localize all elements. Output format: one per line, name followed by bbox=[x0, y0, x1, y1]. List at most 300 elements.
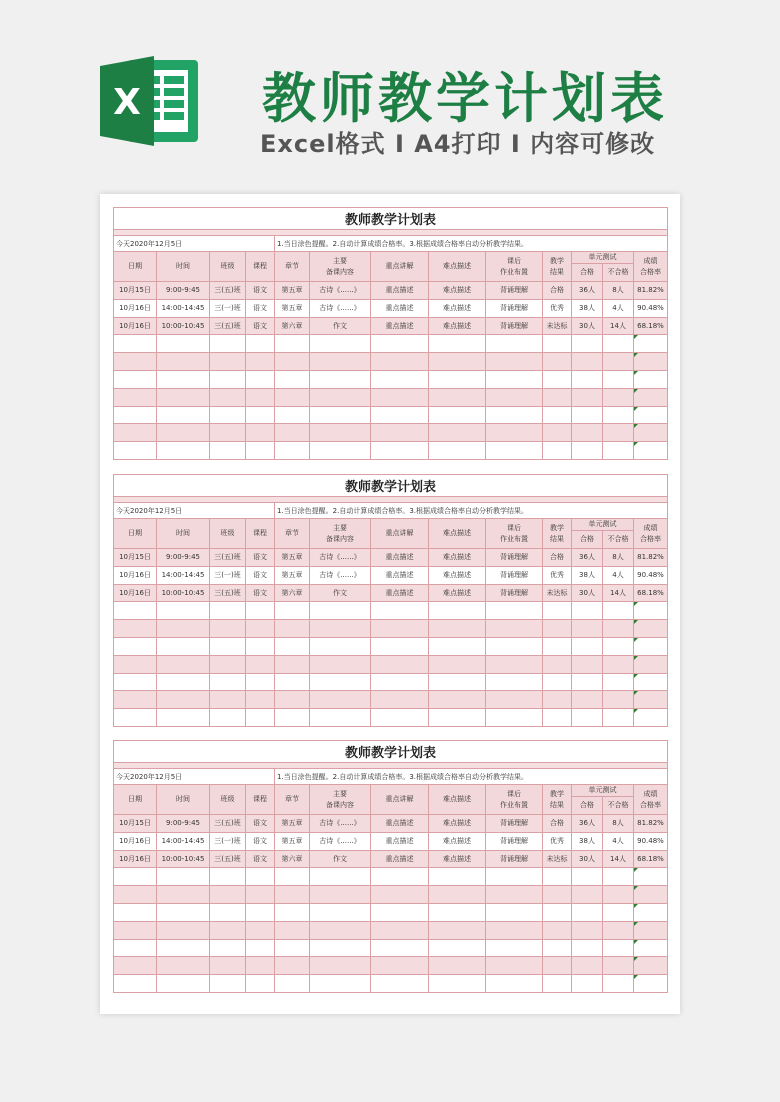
table-cell[interactable]: 第五章 bbox=[275, 566, 310, 584]
empty-cell[interactable] bbox=[114, 602, 157, 620]
empty-cell[interactable] bbox=[603, 673, 634, 691]
table-cell[interactable]: 81.82% bbox=[634, 549, 668, 567]
empty-cell[interactable] bbox=[275, 673, 310, 691]
table-cell[interactable]: 难点描述 bbox=[429, 850, 486, 868]
empty-cell[interactable] bbox=[157, 921, 210, 939]
empty-cell[interactable] bbox=[486, 655, 543, 673]
table-cell[interactable]: 古诗《......》 bbox=[310, 282, 371, 300]
empty-cell[interactable] bbox=[157, 709, 210, 727]
empty-cell[interactable] bbox=[157, 673, 210, 691]
empty-cell[interactable] bbox=[634, 957, 668, 975]
empty-cell[interactable] bbox=[634, 886, 668, 904]
table-cell[interactable]: 难点描述 bbox=[429, 566, 486, 584]
empty-cell[interactable] bbox=[371, 602, 429, 620]
table-cell[interactable]: 语文 bbox=[246, 282, 275, 300]
table-cell[interactable]: 10月16日 bbox=[114, 299, 157, 317]
table-cell[interactable]: 难点描述 bbox=[429, 549, 486, 567]
empty-cell[interactable] bbox=[603, 637, 634, 655]
empty-cell[interactable] bbox=[210, 903, 246, 921]
empty-cell[interactable] bbox=[310, 691, 371, 709]
table-cell[interactable]: 背诵理解 bbox=[486, 832, 543, 850]
table-cell[interactable]: 68.18% bbox=[634, 317, 668, 335]
empty-cell[interactable] bbox=[114, 424, 157, 442]
empty-cell[interactable] bbox=[310, 709, 371, 727]
empty-cell[interactable] bbox=[429, 388, 486, 406]
empty-cell[interactable] bbox=[429, 406, 486, 424]
empty-cell[interactable] bbox=[429, 921, 486, 939]
empty-cell[interactable] bbox=[246, 957, 275, 975]
table-cell[interactable]: 90.48% bbox=[634, 832, 668, 850]
empty-cell[interactable] bbox=[429, 620, 486, 638]
table-cell[interactable]: 10月16日 bbox=[114, 850, 157, 868]
table-cell[interactable]: 重点描述 bbox=[371, 832, 429, 850]
empty-cell[interactable] bbox=[114, 335, 157, 353]
empty-cell[interactable] bbox=[371, 903, 429, 921]
table-cell[interactable]: 38人 bbox=[572, 832, 603, 850]
empty-cell[interactable] bbox=[246, 655, 275, 673]
table-cell[interactable]: 三(五)班 bbox=[210, 549, 246, 567]
empty-cell[interactable] bbox=[603, 655, 634, 673]
empty-cell[interactable] bbox=[371, 620, 429, 638]
table-cell[interactable]: 8人 bbox=[603, 815, 634, 833]
table-cell[interactable]: 难点描述 bbox=[429, 299, 486, 317]
table-cell[interactable]: 未达标 bbox=[543, 850, 572, 868]
empty-cell[interactable] bbox=[603, 406, 634, 424]
empty-cell[interactable] bbox=[429, 903, 486, 921]
empty-cell[interactable] bbox=[246, 921, 275, 939]
empty-cell[interactable] bbox=[543, 921, 572, 939]
empty-cell[interactable] bbox=[210, 388, 246, 406]
empty-cell[interactable] bbox=[246, 691, 275, 709]
table-cell[interactable]: 重点描述 bbox=[371, 282, 429, 300]
empty-cell[interactable] bbox=[429, 868, 486, 886]
empty-cell[interactable] bbox=[543, 637, 572, 655]
empty-cell[interactable] bbox=[275, 424, 310, 442]
empty-cell[interactable] bbox=[210, 868, 246, 886]
empty-cell[interactable] bbox=[543, 620, 572, 638]
table-cell[interactable]: 14:00-14:45 bbox=[157, 566, 210, 584]
table-cell[interactable]: 三(一)班 bbox=[210, 832, 246, 850]
table-cell[interactable]: 语文 bbox=[246, 850, 275, 868]
table-cell[interactable]: 90.48% bbox=[634, 299, 668, 317]
empty-cell[interactable] bbox=[543, 424, 572, 442]
table-cell[interactable]: 第五章 bbox=[275, 549, 310, 567]
empty-cell[interactable] bbox=[246, 602, 275, 620]
empty-cell[interactable] bbox=[429, 602, 486, 620]
empty-cell[interactable] bbox=[486, 868, 543, 886]
table-cell[interactable]: 难点描述 bbox=[429, 282, 486, 300]
empty-cell[interactable] bbox=[157, 388, 210, 406]
empty-cell[interactable] bbox=[157, 868, 210, 886]
empty-cell[interactable] bbox=[310, 655, 371, 673]
table-cell[interactable]: 10:00-10:45 bbox=[157, 317, 210, 335]
table-cell[interactable]: 背诵理解 bbox=[486, 282, 543, 300]
empty-cell[interactable] bbox=[275, 975, 310, 993]
empty-cell[interactable] bbox=[210, 406, 246, 424]
empty-cell[interactable] bbox=[157, 691, 210, 709]
table-cell[interactable]: 古诗《......》 bbox=[310, 299, 371, 317]
instructions-note[interactable]: 1.当日涂色提醒。2.自动计算成绩合格率。3.根据成绩合格率自动分析教学结果。 bbox=[275, 769, 668, 785]
table-cell[interactable]: 重点描述 bbox=[371, 549, 429, 567]
empty-cell[interactable] bbox=[486, 442, 543, 460]
table-cell[interactable]: 9:00-9:45 bbox=[157, 815, 210, 833]
empty-cell[interactable] bbox=[210, 620, 246, 638]
empty-cell[interactable] bbox=[275, 886, 310, 904]
empty-cell[interactable] bbox=[210, 957, 246, 975]
empty-cell[interactable] bbox=[572, 903, 603, 921]
empty-cell[interactable] bbox=[114, 370, 157, 388]
empty-cell[interactable] bbox=[543, 709, 572, 727]
empty-cell[interactable] bbox=[572, 620, 603, 638]
empty-cell[interactable] bbox=[210, 655, 246, 673]
empty-cell[interactable] bbox=[572, 335, 603, 353]
empty-cell[interactable] bbox=[371, 673, 429, 691]
empty-cell[interactable] bbox=[246, 709, 275, 727]
empty-cell[interactable] bbox=[603, 602, 634, 620]
table-cell[interactable]: 三(五)班 bbox=[210, 317, 246, 335]
empty-cell[interactable] bbox=[634, 335, 668, 353]
empty-cell[interactable] bbox=[310, 442, 371, 460]
empty-cell[interactable] bbox=[486, 637, 543, 655]
empty-cell[interactable] bbox=[157, 353, 210, 371]
empty-cell[interactable] bbox=[114, 921, 157, 939]
table-cell[interactable]: 68.18% bbox=[634, 850, 668, 868]
empty-cell[interactable] bbox=[603, 886, 634, 904]
table-cell[interactable]: 4人 bbox=[603, 299, 634, 317]
empty-cell[interactable] bbox=[486, 886, 543, 904]
empty-cell[interactable] bbox=[572, 868, 603, 886]
table-cell[interactable]: 9:00-9:45 bbox=[157, 549, 210, 567]
table-cell[interactable]: 合格 bbox=[543, 815, 572, 833]
empty-cell[interactable] bbox=[634, 975, 668, 993]
empty-cell[interactable] bbox=[371, 388, 429, 406]
empty-cell[interactable] bbox=[543, 673, 572, 691]
table-cell[interactable]: 语文 bbox=[246, 815, 275, 833]
table-cell[interactable]: 重点描述 bbox=[371, 815, 429, 833]
empty-cell[interactable] bbox=[114, 886, 157, 904]
table-cell[interactable]: 作文 bbox=[310, 584, 371, 602]
empty-cell[interactable] bbox=[572, 655, 603, 673]
empty-cell[interactable] bbox=[157, 655, 210, 673]
empty-cell[interactable] bbox=[486, 709, 543, 727]
empty-cell[interactable] bbox=[157, 620, 210, 638]
empty-cell[interactable] bbox=[486, 620, 543, 638]
empty-cell[interactable] bbox=[246, 975, 275, 993]
empty-cell[interactable] bbox=[310, 673, 371, 691]
empty-cell[interactable] bbox=[429, 691, 486, 709]
empty-cell[interactable] bbox=[572, 424, 603, 442]
empty-cell[interactable] bbox=[429, 886, 486, 904]
empty-cell[interactable] bbox=[310, 921, 371, 939]
table-cell[interactable]: 90.48% bbox=[634, 566, 668, 584]
table-cell[interactable]: 背诵理解 bbox=[486, 815, 543, 833]
empty-cell[interactable] bbox=[310, 406, 371, 424]
empty-cell[interactable] bbox=[572, 673, 603, 691]
empty-cell[interactable] bbox=[543, 975, 572, 993]
table-cell[interactable]: 三(五)班 bbox=[210, 584, 246, 602]
empty-cell[interactable] bbox=[246, 442, 275, 460]
empty-cell[interactable] bbox=[157, 602, 210, 620]
table-cell[interactable]: 36人 bbox=[572, 549, 603, 567]
table-cell[interactable]: 未达标 bbox=[543, 317, 572, 335]
empty-cell[interactable] bbox=[310, 388, 371, 406]
table-cell[interactable]: 背诵理解 bbox=[486, 566, 543, 584]
empty-cell[interactable] bbox=[157, 424, 210, 442]
empty-cell[interactable] bbox=[429, 370, 486, 388]
empty-cell[interactable] bbox=[572, 370, 603, 388]
table-cell[interactable]: 第五章 bbox=[275, 832, 310, 850]
empty-cell[interactable] bbox=[275, 602, 310, 620]
empty-cell[interactable] bbox=[210, 353, 246, 371]
empty-cell[interactable] bbox=[210, 370, 246, 388]
empty-cell[interactable] bbox=[246, 406, 275, 424]
empty-cell[interactable] bbox=[634, 903, 668, 921]
empty-cell[interactable] bbox=[572, 691, 603, 709]
empty-cell[interactable] bbox=[210, 939, 246, 957]
empty-cell[interactable] bbox=[429, 673, 486, 691]
empty-cell[interactable] bbox=[543, 406, 572, 424]
table-cell[interactable]: 优秀 bbox=[543, 566, 572, 584]
empty-cell[interactable] bbox=[572, 353, 603, 371]
table-cell[interactable]: 重点描述 bbox=[371, 299, 429, 317]
table-cell[interactable]: 作文 bbox=[310, 317, 371, 335]
table-cell[interactable]: 重点描述 bbox=[371, 566, 429, 584]
empty-cell[interactable] bbox=[371, 424, 429, 442]
table-cell[interactable]: 4人 bbox=[603, 832, 634, 850]
empty-cell[interactable] bbox=[572, 939, 603, 957]
empty-cell[interactable] bbox=[371, 353, 429, 371]
table-cell[interactable]: 古诗《......》 bbox=[310, 815, 371, 833]
table-cell[interactable]: 三(一)班 bbox=[210, 566, 246, 584]
empty-cell[interactable] bbox=[310, 335, 371, 353]
table-cell[interactable]: 语文 bbox=[246, 299, 275, 317]
empty-cell[interactable] bbox=[543, 939, 572, 957]
empty-cell[interactable] bbox=[572, 637, 603, 655]
empty-cell[interactable] bbox=[429, 442, 486, 460]
empty-cell[interactable] bbox=[275, 921, 310, 939]
table-cell[interactable]: 81.82% bbox=[634, 282, 668, 300]
empty-cell[interactable] bbox=[371, 406, 429, 424]
table-cell[interactable]: 语文 bbox=[246, 584, 275, 602]
table-cell[interactable]: 10月15日 bbox=[114, 549, 157, 567]
empty-cell[interactable] bbox=[275, 903, 310, 921]
instructions-note[interactable]: 1.当日涂色提醒。2.自动计算成绩合格率。3.根据成绩合格率自动分析教学结果。 bbox=[275, 503, 668, 519]
table-cell[interactable]: 10月16日 bbox=[114, 317, 157, 335]
empty-cell[interactable] bbox=[371, 921, 429, 939]
empty-cell[interactable] bbox=[371, 957, 429, 975]
table-cell[interactable]: 重点描述 bbox=[371, 850, 429, 868]
empty-cell[interactable] bbox=[634, 620, 668, 638]
empty-cell[interactable] bbox=[210, 335, 246, 353]
empty-cell[interactable] bbox=[371, 868, 429, 886]
empty-cell[interactable] bbox=[371, 370, 429, 388]
table-cell[interactable]: 背诵理解 bbox=[486, 549, 543, 567]
table-cell[interactable]: 背诵理解 bbox=[486, 584, 543, 602]
empty-cell[interactable] bbox=[603, 424, 634, 442]
empty-cell[interactable] bbox=[371, 886, 429, 904]
empty-cell[interactable] bbox=[114, 442, 157, 460]
empty-cell[interactable] bbox=[429, 335, 486, 353]
empty-cell[interactable] bbox=[603, 868, 634, 886]
table-cell[interactable]: 38人 bbox=[572, 299, 603, 317]
empty-cell[interactable] bbox=[486, 691, 543, 709]
empty-cell[interactable] bbox=[543, 335, 572, 353]
empty-cell[interactable] bbox=[246, 424, 275, 442]
empty-cell[interactable] bbox=[634, 691, 668, 709]
empty-cell[interactable] bbox=[486, 673, 543, 691]
table-cell[interactable]: 语文 bbox=[246, 317, 275, 335]
empty-cell[interactable] bbox=[157, 939, 210, 957]
empty-cell[interactable] bbox=[634, 637, 668, 655]
empty-cell[interactable] bbox=[310, 637, 371, 655]
table-cell[interactable]: 8人 bbox=[603, 549, 634, 567]
table-cell[interactable]: 81.82% bbox=[634, 815, 668, 833]
table-cell[interactable]: 三(五)班 bbox=[210, 815, 246, 833]
empty-cell[interactable] bbox=[246, 886, 275, 904]
empty-cell[interactable] bbox=[634, 388, 668, 406]
empty-cell[interactable] bbox=[246, 370, 275, 388]
empty-cell[interactable] bbox=[310, 602, 371, 620]
empty-cell[interactable] bbox=[210, 673, 246, 691]
empty-cell[interactable] bbox=[543, 655, 572, 673]
empty-cell[interactable] bbox=[310, 975, 371, 993]
table-cell[interactable]: 30人 bbox=[572, 850, 603, 868]
empty-cell[interactable] bbox=[310, 620, 371, 638]
empty-cell[interactable] bbox=[572, 388, 603, 406]
table-cell[interactable]: 10月16日 bbox=[114, 566, 157, 584]
table-cell[interactable]: 古诗《......》 bbox=[310, 566, 371, 584]
empty-cell[interactable] bbox=[634, 370, 668, 388]
table-cell[interactable]: 古诗《......》 bbox=[310, 549, 371, 567]
empty-cell[interactable] bbox=[572, 709, 603, 727]
empty-cell[interactable] bbox=[246, 335, 275, 353]
table-cell[interactable]: 14人 bbox=[603, 317, 634, 335]
table-cell[interactable]: 三(五)班 bbox=[210, 850, 246, 868]
empty-cell[interactable] bbox=[543, 886, 572, 904]
table-cell[interactable]: 合格 bbox=[543, 549, 572, 567]
table-cell[interactable]: 优秀 bbox=[543, 299, 572, 317]
empty-cell[interactable] bbox=[246, 388, 275, 406]
empty-cell[interactable] bbox=[543, 691, 572, 709]
empty-cell[interactable] bbox=[371, 709, 429, 727]
empty-cell[interactable] bbox=[114, 868, 157, 886]
empty-cell[interactable] bbox=[114, 939, 157, 957]
empty-cell[interactable] bbox=[310, 424, 371, 442]
empty-cell[interactable] bbox=[275, 637, 310, 655]
table-cell[interactable]: 68.18% bbox=[634, 584, 668, 602]
table-cell[interactable]: 14人 bbox=[603, 850, 634, 868]
table-cell[interactable]: 14人 bbox=[603, 584, 634, 602]
table-cell[interactable]: 8人 bbox=[603, 282, 634, 300]
empty-cell[interactable] bbox=[275, 406, 310, 424]
empty-cell[interactable] bbox=[157, 637, 210, 655]
empty-cell[interactable] bbox=[310, 886, 371, 904]
empty-cell[interactable] bbox=[210, 921, 246, 939]
empty-cell[interactable] bbox=[246, 637, 275, 655]
empty-cell[interactable] bbox=[371, 637, 429, 655]
table-cell[interactable]: 4人 bbox=[603, 566, 634, 584]
empty-cell[interactable] bbox=[310, 903, 371, 921]
empty-cell[interactable] bbox=[572, 957, 603, 975]
table-cell[interactable]: 难点描述 bbox=[429, 584, 486, 602]
date-note[interactable]: 今天2020年12月5日 bbox=[114, 503, 275, 519]
empty-cell[interactable] bbox=[246, 620, 275, 638]
table-cell[interactable]: 语文 bbox=[246, 832, 275, 850]
table-cell[interactable]: 难点描述 bbox=[429, 317, 486, 335]
empty-cell[interactable] bbox=[114, 655, 157, 673]
table-cell[interactable]: 语文 bbox=[246, 566, 275, 584]
empty-cell[interactable] bbox=[634, 939, 668, 957]
empty-cell[interactable] bbox=[486, 335, 543, 353]
table-cell[interactable]: 第五章 bbox=[275, 299, 310, 317]
empty-cell[interactable] bbox=[429, 957, 486, 975]
empty-cell[interactable] bbox=[603, 370, 634, 388]
empty-cell[interactable] bbox=[634, 709, 668, 727]
empty-cell[interactable] bbox=[486, 957, 543, 975]
empty-cell[interactable] bbox=[603, 709, 634, 727]
empty-cell[interactable] bbox=[157, 442, 210, 460]
empty-cell[interactable] bbox=[275, 620, 310, 638]
table-cell[interactable]: 作文 bbox=[310, 850, 371, 868]
empty-cell[interactable] bbox=[429, 939, 486, 957]
empty-cell[interactable] bbox=[157, 975, 210, 993]
empty-cell[interactable] bbox=[429, 353, 486, 371]
empty-cell[interactable] bbox=[429, 975, 486, 993]
table-cell[interactable]: 背诵理解 bbox=[486, 317, 543, 335]
empty-cell[interactable] bbox=[157, 903, 210, 921]
empty-cell[interactable] bbox=[114, 353, 157, 371]
table-cell[interactable]: 10月15日 bbox=[114, 815, 157, 833]
empty-cell[interactable] bbox=[603, 620, 634, 638]
empty-cell[interactable] bbox=[157, 406, 210, 424]
table-cell[interactable]: 30人 bbox=[572, 584, 603, 602]
empty-cell[interactable] bbox=[543, 388, 572, 406]
empty-cell[interactable] bbox=[210, 424, 246, 442]
empty-cell[interactable] bbox=[246, 868, 275, 886]
empty-cell[interactable] bbox=[634, 868, 668, 886]
empty-cell[interactable] bbox=[114, 406, 157, 424]
table-cell[interactable]: 第六章 bbox=[275, 317, 310, 335]
table-cell[interactable]: 9:00-9:45 bbox=[157, 282, 210, 300]
empty-cell[interactable] bbox=[634, 424, 668, 442]
table-cell[interactable]: 10月16日 bbox=[114, 832, 157, 850]
empty-cell[interactable] bbox=[603, 691, 634, 709]
empty-cell[interactable] bbox=[486, 903, 543, 921]
empty-cell[interactable] bbox=[486, 602, 543, 620]
empty-cell[interactable] bbox=[275, 388, 310, 406]
table-cell[interactable]: 未达标 bbox=[543, 584, 572, 602]
empty-cell[interactable] bbox=[429, 637, 486, 655]
empty-cell[interactable] bbox=[572, 442, 603, 460]
empty-cell[interactable] bbox=[603, 921, 634, 939]
table-cell[interactable]: 第五章 bbox=[275, 815, 310, 833]
empty-cell[interactable] bbox=[157, 957, 210, 975]
empty-cell[interactable] bbox=[634, 406, 668, 424]
empty-cell[interactable] bbox=[246, 353, 275, 371]
table-cell[interactable]: 10月16日 bbox=[114, 584, 157, 602]
empty-cell[interactable] bbox=[603, 353, 634, 371]
empty-cell[interactable] bbox=[210, 709, 246, 727]
empty-cell[interactable] bbox=[275, 709, 310, 727]
empty-cell[interactable] bbox=[310, 353, 371, 371]
table-cell[interactable]: 14:00-14:45 bbox=[157, 299, 210, 317]
empty-cell[interactable] bbox=[543, 442, 572, 460]
empty-cell[interactable] bbox=[210, 975, 246, 993]
date-note[interactable]: 今天2020年12月5日 bbox=[114, 236, 275, 252]
empty-cell[interactable] bbox=[543, 602, 572, 620]
empty-cell[interactable] bbox=[429, 424, 486, 442]
table-cell[interactable]: 语文 bbox=[246, 549, 275, 567]
